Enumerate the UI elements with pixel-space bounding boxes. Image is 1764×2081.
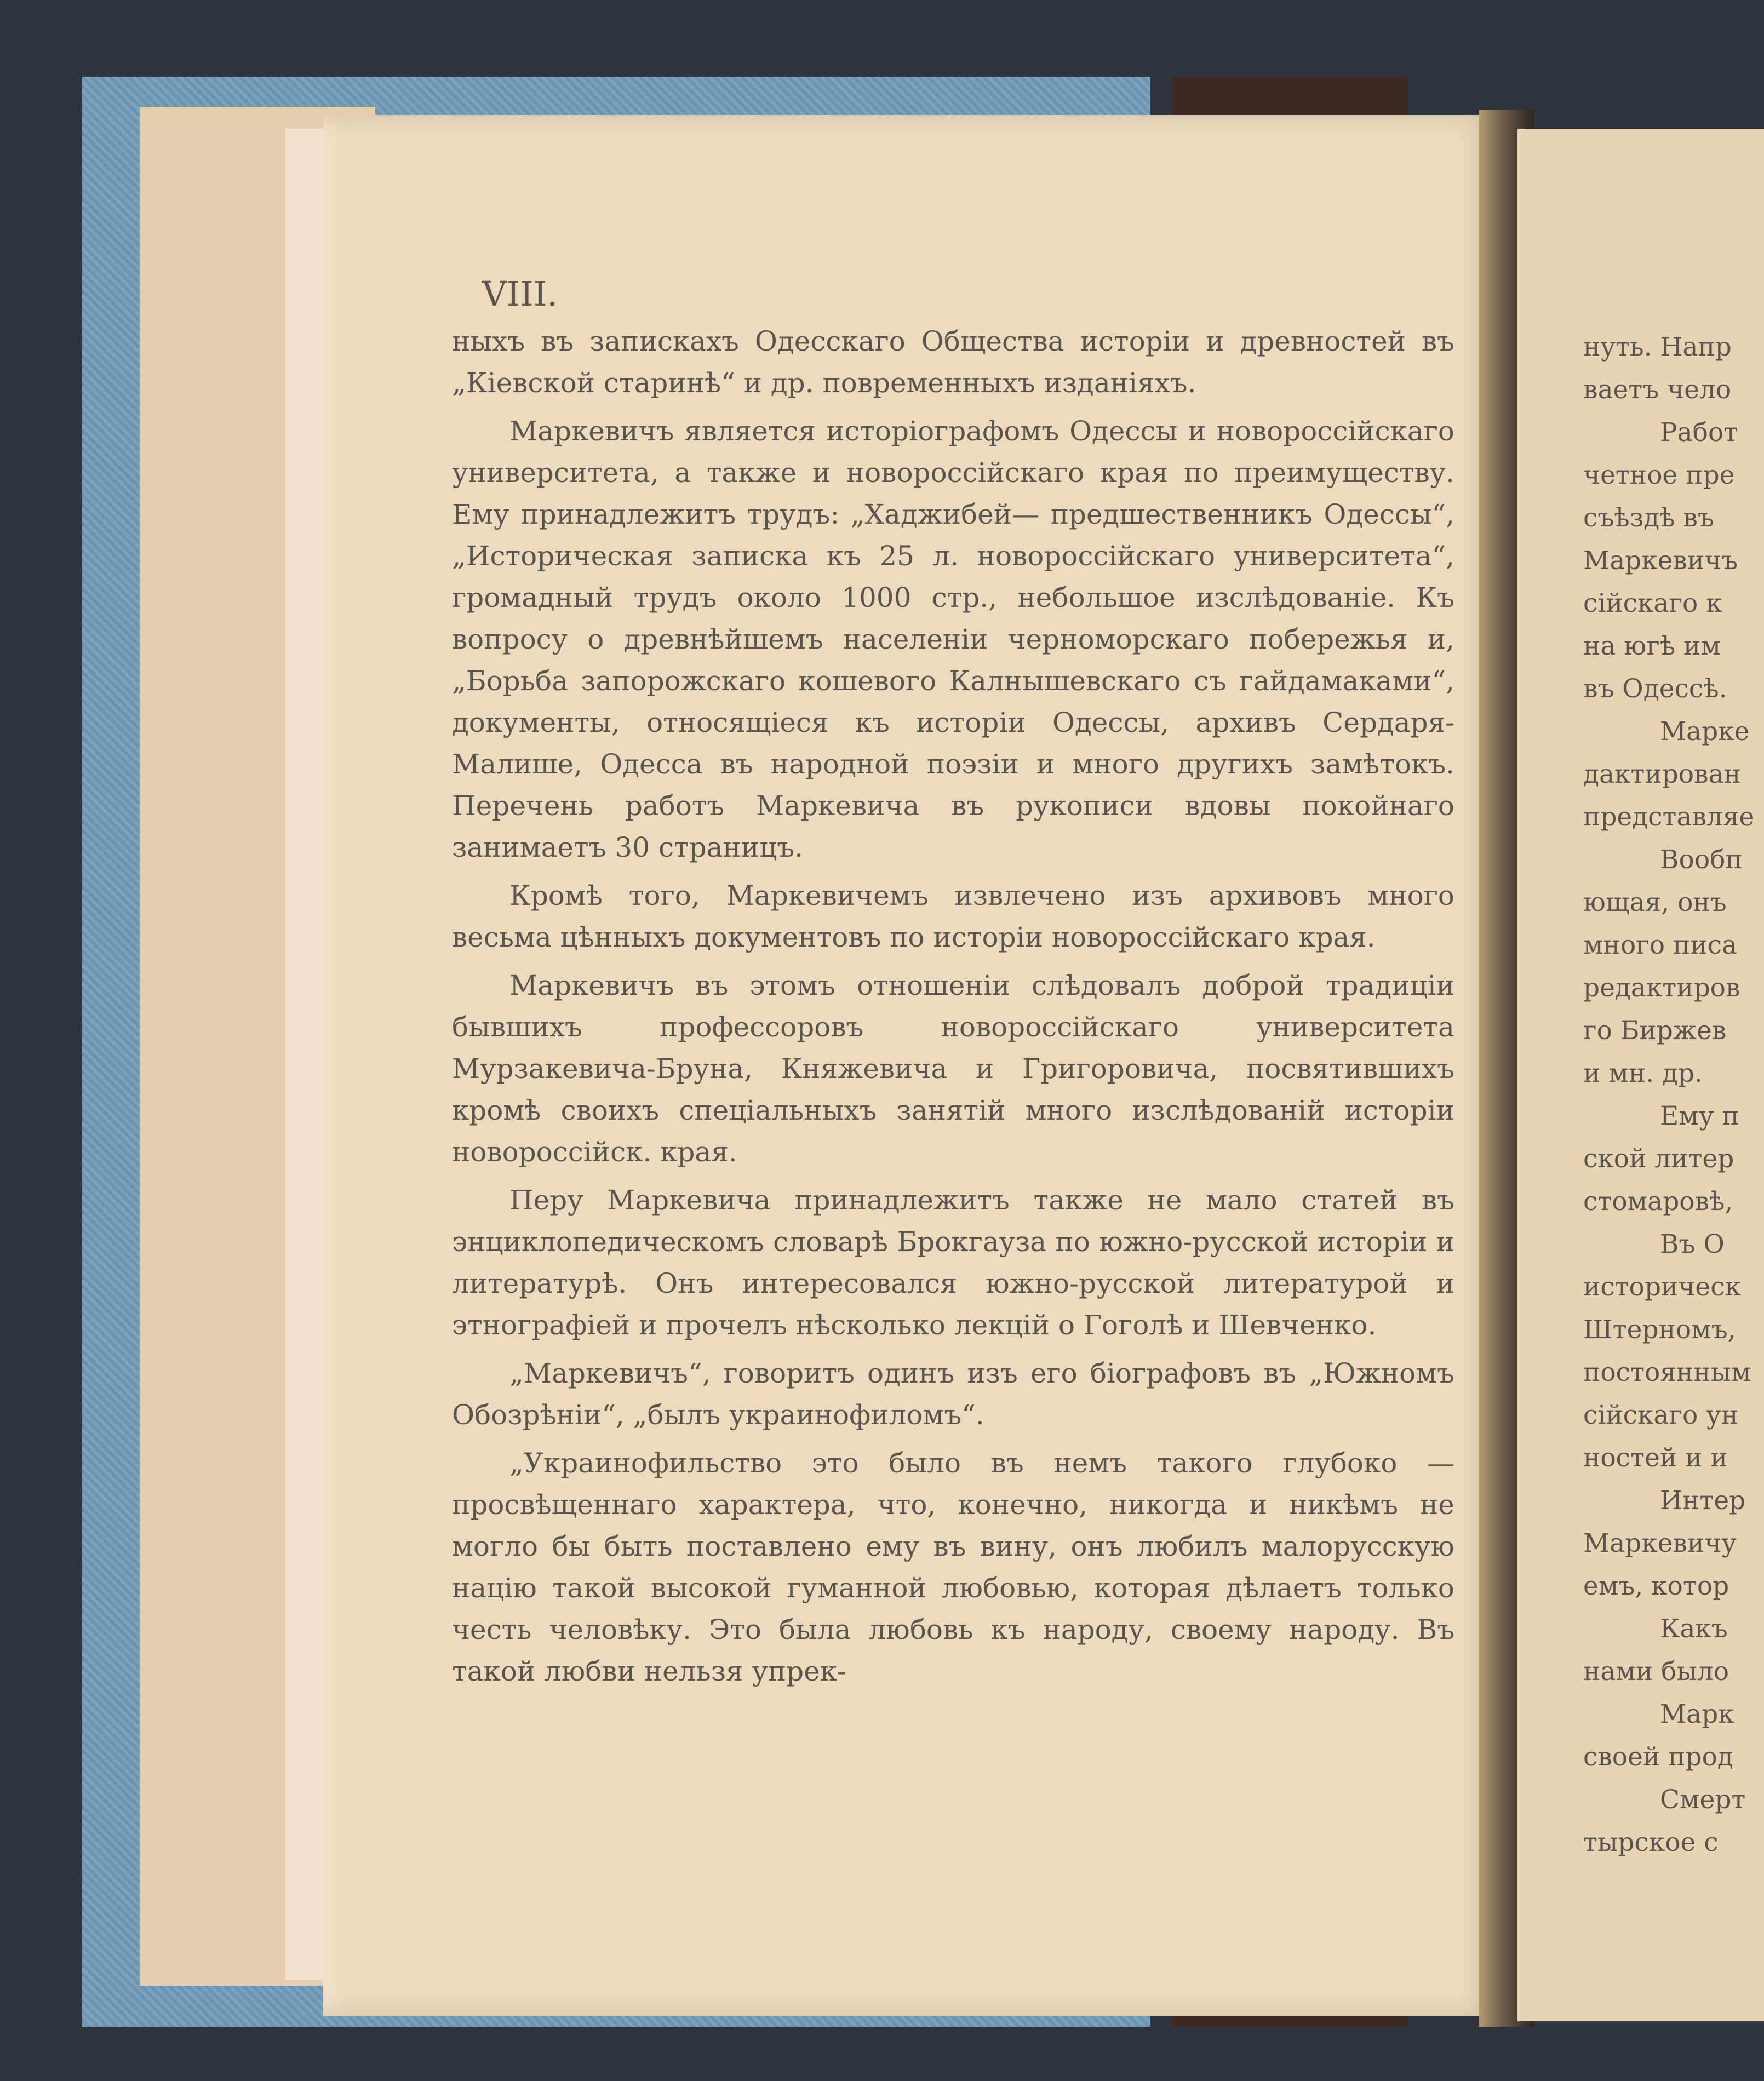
- page-number: VIII.: [482, 274, 558, 314]
- right-line: Работ: [1660, 417, 1738, 448]
- right-line: представляе: [1583, 802, 1755, 832]
- right-line: нами было: [1583, 1656, 1729, 1687]
- right-line: четное пре: [1583, 460, 1735, 490]
- right-page-text: [1583, 326, 1764, 1864]
- right-line: постоянным: [1583, 1357, 1751, 1388]
- right-line: сійскаго ун: [1583, 1400, 1739, 1430]
- right-line: много писа: [1583, 930, 1738, 960]
- right-line: Марке: [1660, 716, 1750, 747]
- right-line: Въ О: [1660, 1229, 1725, 1259]
- right-line: ющая, онъ: [1583, 887, 1727, 918]
- right-line: ностей и и: [1583, 1443, 1728, 1473]
- right-line: сійскаго к: [1583, 588, 1722, 618]
- paragraph-3: Кромѣ того, Маркевичемъ извлечено изъ архивовъ много весьма цѣнныхъ документовъ по исторіи новороссійскаго края.: [452, 880, 1454, 953]
- paragraph-2: Маркевичъ является исторіографомъ Одессы и новороссійскаго университета, а также и новороссійскаго края по преимуществу. Ему принадлежитъ трудъ: „Хаджибей— предшественникъ Одессы“, „Историческая записка къ 25 л. новороссійскаго университета“, громадный трудъ около 1000 стр., небольшое изслѣдованіе. Къ вопросу о древнѣйшемъ населеніи черноморскаго побережья и, „Борьба запорожскаго кошевого Калнышевскаго съ гайдамаками“, документы, относящіеся къ исторіи Одессы, архивъ Сердаря-Малише, Одесса въ народной поэзіи и много другихъ замѣтокъ. Перечень работъ Маркевича въ рукописи вдовы покойнаго занимаетъ 30 страницъ.: [452, 415, 1454, 863]
- right-line: ваетъ чело: [1583, 375, 1732, 405]
- paragraph-7: „Украинофильство это было въ немъ такого глубоко —просвѣщеннаго характера, что, конечно, никогда и никѣмъ не могло бы быть поставлено ему въ вину, онъ любилъ малорусскую націю такой высокой гуманной любовью, которая дѣлаетъ только честь человѣку. Это была любовь къ народу, своему народу. Въ такой любви нельзя упрек-: [452, 1447, 1454, 1687]
- right-line: Маркевичъ: [1583, 546, 1738, 576]
- right-line: Какъ: [1660, 1614, 1728, 1644]
- right-line: Ему п: [1660, 1101, 1739, 1131]
- paragraph-5: Перу Маркевича принадлежитъ также не мало статей въ энциклопедическомъ словарѣ Брокгауза по южно-русской исторіи и литературѣ. Онъ интересовался южно-русской литературой и этнографіей и прочелъ нѣсколько лекцій о Гоголѣ и Шевченко.: [452, 1184, 1454, 1341]
- right-line: тырское с: [1583, 1827, 1719, 1858]
- right-line: въ Одессѣ.: [1583, 674, 1727, 704]
- right-line: Маркевичу: [1583, 1528, 1737, 1558]
- right-line: историческ: [1583, 1272, 1741, 1302]
- right-line: нуть. Напр: [1583, 332, 1732, 362]
- right-line: стомаровѣ,: [1583, 1186, 1733, 1217]
- right-line: го Биржев: [1583, 1016, 1727, 1046]
- right-line: дактирован: [1583, 759, 1741, 789]
- right-line: Интер: [1660, 1486, 1746, 1516]
- right-line: съѣздѣ въ: [1583, 503, 1714, 533]
- right-line: ской литер: [1583, 1144, 1734, 1174]
- right-line: Штерномъ,: [1583, 1315, 1736, 1345]
- right-line: Марк: [1660, 1699, 1734, 1729]
- right-line: и мн. др.: [1583, 1058, 1703, 1088]
- right-line: редактиров: [1583, 973, 1740, 1003]
- paragraph-6: „Маркевичъ“, говоритъ одинъ изъ его біографовъ въ „Южномъ Обозрѣніи“, „былъ украинофиломъ“.: [452, 1357, 1454, 1431]
- paragraph-4: Маркевичъ въ этомъ отношеніи слѣдовалъ доброй традиціи бывшихъ профессоровъ новороссійскаго университета Мурзакевича-Бруна, Княжевича и Григоровича, посвятившихъ кромѣ своихъ спеціальныхъ занятій много изслѣдованій исторіи новороссійск. края.: [452, 970, 1454, 1168]
- right-line: Вообп: [1660, 845, 1743, 875]
- right-line: емъ, котор: [1583, 1571, 1729, 1601]
- right-line: своей прод: [1583, 1742, 1733, 1772]
- right-line: Смерт: [1660, 1785, 1746, 1815]
- right-line: на югѣ им: [1583, 631, 1721, 661]
- left-page-text: [452, 320, 1454, 1699]
- paragraph-1: ныхъ въ запискахъ Одесскаго Общества исторіи и древностей въ „Кіевской старинѣ“ и др. повременныхъ изданіяхъ.: [452, 325, 1454, 399]
